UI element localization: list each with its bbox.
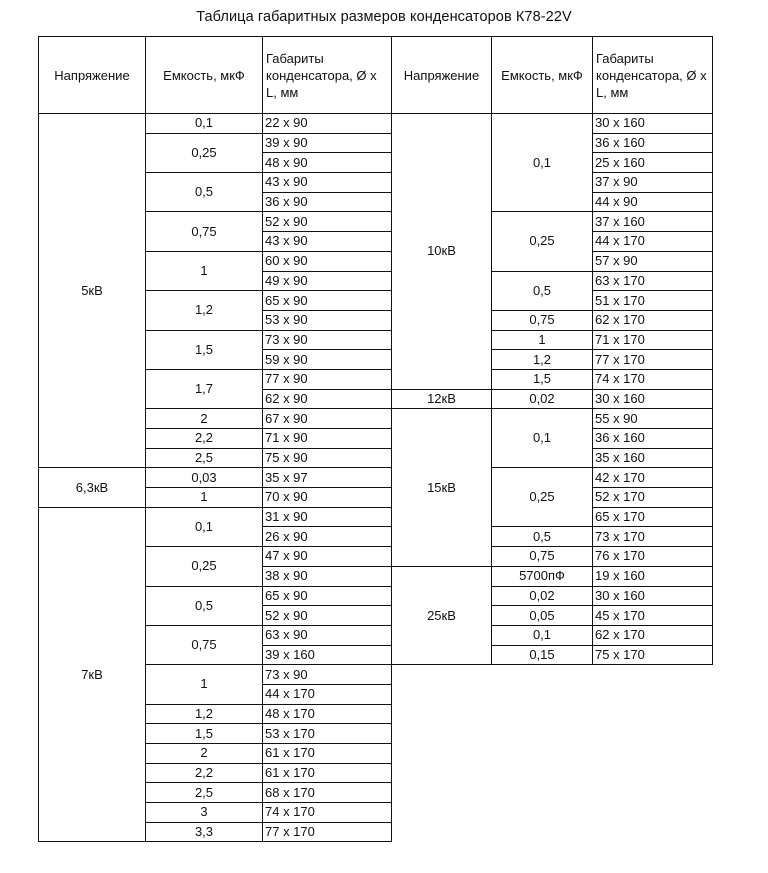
size-cell: 73 x 170 — [593, 527, 713, 547]
size-cell: 74 x 170 — [263, 803, 392, 823]
size-cell: 36 x 160 — [593, 133, 713, 153]
capacity-cell: 0,1 — [146, 507, 263, 546]
size-cell: 48 x 90 — [263, 153, 392, 173]
size-cell: 63 x 170 — [593, 271, 713, 291]
capacity-cell: 0,1 — [492, 114, 593, 212]
size-cell: 68 x 170 — [263, 783, 392, 803]
capacity-cell: 0,15 — [492, 645, 593, 665]
capacity-cell: 2,2 — [146, 763, 263, 783]
size-cell: 73 x 90 — [263, 330, 392, 350]
size-cell: 43 x 90 — [263, 173, 392, 193]
size-cell: 70 x 90 — [263, 488, 392, 508]
size-cell: 25 x 160 — [593, 153, 713, 173]
capacity-cell: 2 — [146, 409, 263, 429]
size-cell: 30 x 160 — [593, 586, 713, 606]
capacity-cell: 0,5 — [146, 586, 263, 625]
size-cell: 26 x 90 — [263, 527, 392, 547]
capacity-cell: 0,05 — [492, 606, 593, 626]
capacity-cell: 0,75 — [492, 547, 593, 567]
size-cell: 48 x 170 — [263, 704, 392, 724]
size-cell: 37 x 90 — [593, 173, 713, 193]
capacity-cell: 1,5 — [492, 369, 593, 389]
size-cell: 62 x 170 — [593, 625, 713, 645]
right-dimensions-table — [391, 36, 713, 665]
size-cell: 47 x 90 — [263, 547, 392, 567]
header-size: Габариты конденсатора, Ø x L, мм — [263, 37, 392, 114]
capacity-cell: 0,5 — [492, 527, 593, 547]
size-cell: 63 x 90 — [263, 625, 392, 645]
capacity-cell: 0,25 — [146, 133, 263, 172]
capacity-cell: 1 — [492, 330, 593, 350]
size-cell: 30 x 160 — [593, 389, 713, 409]
voltage-cell: 25кВ — [392, 566, 492, 664]
capacity-cell: 0,25 — [492, 212, 593, 271]
size-cell: 61 x 170 — [263, 763, 392, 783]
capacity-cell: 0,25 — [492, 468, 593, 527]
voltage-cell: 10кВ — [392, 114, 492, 390]
size-cell: 30 x 160 — [593, 114, 713, 134]
size-cell: 71 x 170 — [593, 330, 713, 350]
size-cell: 57 x 90 — [593, 251, 713, 271]
voltage-cell: 15кВ — [392, 409, 492, 567]
size-cell: 75 x 170 — [593, 645, 713, 665]
capacity-cell: 0,75 — [146, 625, 263, 664]
size-cell: 74 x 170 — [593, 369, 713, 389]
voltage-cell: 12кВ — [392, 389, 492, 409]
header-voltage: Напряжение — [392, 37, 492, 114]
capacity-cell: 1 — [146, 665, 263, 704]
capacity-cell: 1,7 — [146, 369, 263, 408]
header-capacity: Емкость, мкФ — [146, 37, 263, 114]
size-cell: 19 x 160 — [593, 566, 713, 586]
capacity-cell: 3,3 — [146, 822, 263, 842]
capacity-cell: 1,5 — [146, 724, 263, 744]
capacity-cell: 0,75 — [146, 212, 263, 251]
header-size: Габариты конденсатора, Ø x L, мм — [593, 37, 713, 114]
voltage-cell: 7кВ — [39, 507, 146, 842]
size-cell: 44 x 170 — [263, 684, 392, 704]
capacity-cell: 1 — [146, 488, 263, 508]
capacity-cell: 5700пФ — [492, 566, 593, 586]
size-cell: 65 x 170 — [593, 507, 713, 527]
size-cell: 53 x 170 — [263, 724, 392, 744]
capacity-cell: 0,02 — [492, 586, 593, 606]
size-cell: 49 x 90 — [263, 271, 392, 291]
size-cell: 52 x 90 — [263, 212, 392, 232]
size-cell: 44 x 170 — [593, 232, 713, 252]
size-cell: 35 x 160 — [593, 448, 713, 468]
capacity-cell: 2,5 — [146, 448, 263, 468]
size-cell: 73 x 90 — [263, 665, 392, 685]
header-voltage: Напряжение — [39, 37, 146, 114]
size-cell: 51 x 170 — [593, 291, 713, 311]
size-cell: 77 x 170 — [593, 350, 713, 370]
size-cell: 59 x 90 — [263, 350, 392, 370]
capacity-cell: 0,5 — [146, 173, 263, 212]
size-cell: 65 x 90 — [263, 291, 392, 311]
capacity-cell: 1,2 — [146, 704, 263, 724]
size-cell: 31 x 90 — [263, 507, 392, 527]
size-cell: 53 x 90 — [263, 310, 392, 330]
size-cell: 61 x 170 — [263, 744, 392, 764]
size-cell: 42 x 170 — [593, 468, 713, 488]
size-cell: 71 x 90 — [263, 429, 392, 449]
size-cell: 67 x 90 — [263, 409, 392, 429]
size-cell: 62 x 90 — [263, 389, 392, 409]
size-cell: 55 x 90 — [593, 409, 713, 429]
size-cell: 77 x 90 — [263, 369, 392, 389]
size-cell: 39 x 160 — [263, 645, 392, 665]
size-cell: 75 x 90 — [263, 448, 392, 468]
voltage-cell: 6,3кВ — [39, 468, 146, 507]
size-cell: 76 x 170 — [593, 547, 713, 567]
size-cell: 43 x 90 — [263, 232, 392, 252]
size-cell: 65 x 90 — [263, 586, 392, 606]
capacity-cell: 2,2 — [146, 429, 263, 449]
capacity-cell: 1 — [146, 251, 263, 290]
left-dimensions-table — [38, 36, 392, 842]
size-cell: 36 x 90 — [263, 192, 392, 212]
size-cell: 60 x 90 — [263, 251, 392, 271]
capacity-cell: 1,5 — [146, 330, 263, 369]
capacity-cell: 0,5 — [492, 271, 593, 310]
size-cell: 22 x 90 — [263, 114, 392, 134]
size-cell: 38 x 90 — [263, 566, 392, 586]
capacity-cell: 3 — [146, 803, 263, 823]
capacity-cell: 0,03 — [146, 468, 263, 488]
size-cell: 35 x 97 — [263, 468, 392, 488]
capacity-cell: 2,5 — [146, 783, 263, 803]
size-cell: 45 x 170 — [593, 606, 713, 626]
capacity-cell: 0,25 — [146, 547, 263, 586]
capacity-cell: 0,75 — [492, 310, 593, 330]
capacity-cell: 2 — [146, 744, 263, 764]
capacity-cell: 1,2 — [146, 291, 263, 330]
size-cell: 52 x 170 — [593, 488, 713, 508]
capacity-cell: 0,1 — [492, 409, 593, 468]
header-capacity: Емкость, мкФ — [492, 37, 593, 114]
capacity-cell: 0,1 — [492, 625, 593, 645]
size-cell: 77 x 170 — [263, 822, 392, 842]
size-cell: 39 x 90 — [263, 133, 392, 153]
capacity-cell: 0,1 — [146, 114, 263, 134]
page-title: Таблица габаритных размеров конденсаторов К78-22V — [196, 9, 572, 25]
size-cell: 36 x 160 — [593, 429, 713, 449]
size-cell: 52 x 90 — [263, 606, 392, 626]
size-cell: 44 x 90 — [593, 192, 713, 212]
size-cell: 37 x 160 — [593, 212, 713, 232]
voltage-cell: 5кВ — [39, 114, 146, 468]
capacity-cell: 0,02 — [492, 389, 593, 409]
size-cell: 62 x 170 — [593, 310, 713, 330]
capacity-cell: 1,2 — [492, 350, 593, 370]
